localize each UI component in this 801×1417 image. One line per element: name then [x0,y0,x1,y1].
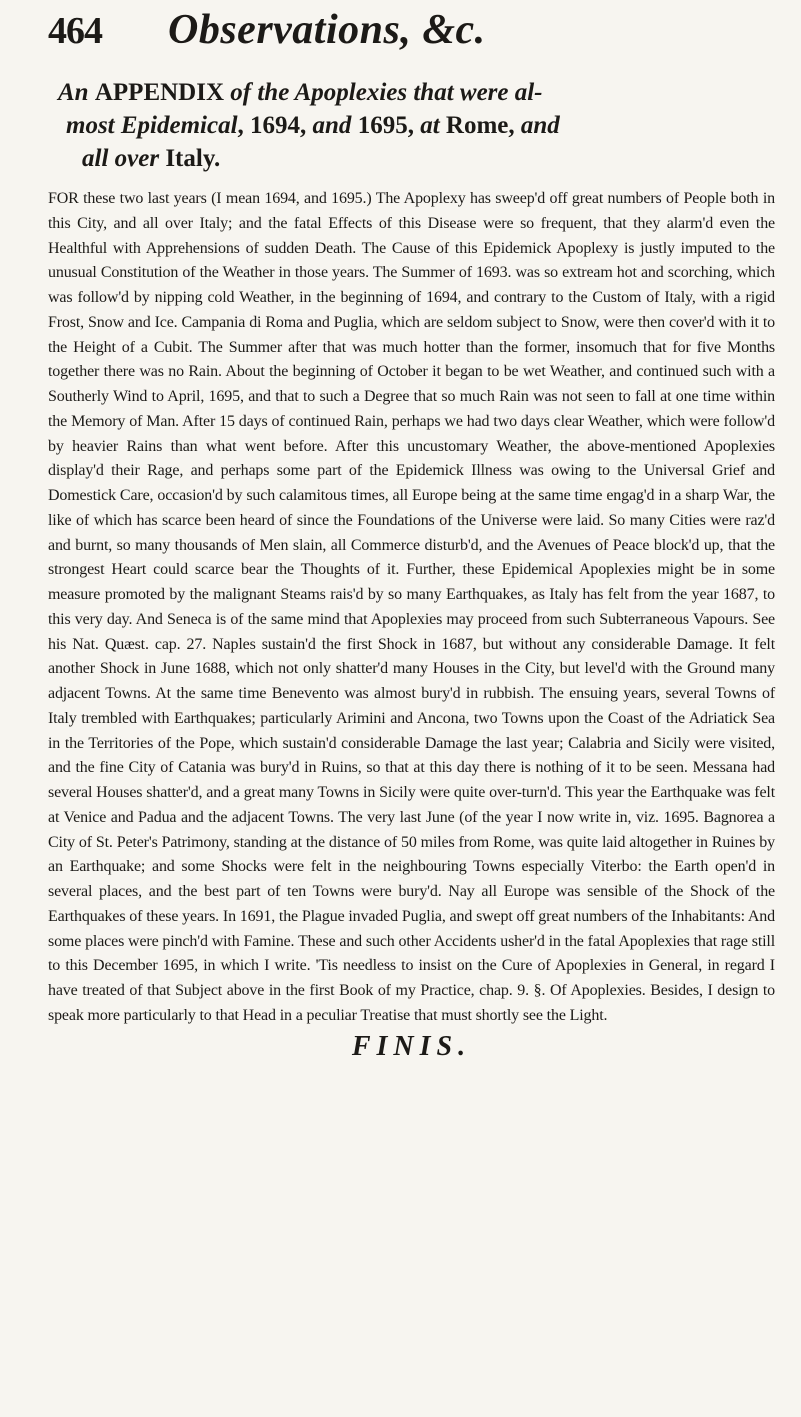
title-fragment: 1695, [351,112,421,139]
title-line-3 [58,142,775,175]
page-number: 464 [48,10,102,52]
body-text [48,187,775,1029]
finis-mark: FINIS. [351,1030,472,1062]
paragraph: FOR these two last years (I mean 1694, and 1695.) The Apoplexy has sweep'd off great numbers of People both in this City, and all over Italy; and the fatal Effects of this Disease were so frequent, that they alarm'd even the Healthful with Apprehensions of sudden Death. The Cause of this Epidemick Apoplexy is justly imputed to the unusual Constitution of the Weather in those years. The Summer of 1693. was so extream hot and scorching, which was follow'd by nipping cold Weather, in the beginning of 1694, and contrary to the Custom of Italy, with a rigid Frost, Snow and Ice. Campania di Roma and Puglia, which are seldom subject to Snow, were then cover'd with it to the Height of a Cubit. The Summer after that was much hotter than the former, insomuch that for five Months together there was no Rain. About the beginning of October it began to be wet Weather, and continued such with a Southerly Wind to April, 1695, and that to such a Degree that so much Rain was not seen to fall at one time within the Memory of Man. After 15 days of continued Rain, perhaps we had two days clear Weather, which were follow'd by heavier Rains than what went before. After this uncustomary Weather, the above-mentioned Apoplexies display'd their Rage, and perhaps some part of the Epidemick Illness was owing to the Universal Grief and Domestick Care, occasion'd by such calamitous times, all Europe being at the same time engag'd in a sharp War, the like of which has scarce been heard of since the Foundations of the Universe were laid. So many Cities were raz'd and burnt, so many thousands of Men slain, all Commerce disturb'd, and the Avenues of Peace block'd up, that the strongest Heart could scarce bear the Thoughts of it. Further, these Epidemical Apoplexies might be in some measure promoted by the malignant Steams rais'd by so many Earthquakes, as Italy has felt from the year 1687, to this very day. And Seneca is of the same mind that Apoplexies may proceed from such Subterraneous Vapours. See his Nat. Quæst. cap. 27. Naples sustain'd the first Shock in 1687, but without any considerable Damage. It felt another Shock in June 1688, which not only shatter'd many Houses in the City, but level'd with the Ground many adjacent Towns. At the same time Benevento was almost bury'd in rubbish. The ensuing years, several Towns of Italy trembled with Earthquakes; particularly Arimini and Ancona, two Towns upon the Coast of the Adriatick Sea in the Territories of the Pope, which sustain'd considerable Damage the last year; Calabria and Sicily were visited, and the fine City of Catania was bury'd in Ruins, so that at this day there is nothing of it to be seen. Messana had several Houses shatter'd, and a great many Towns in Sicily were quite over-turn'd. This year the Earthquake was felt at Venice and Padua and the adjacent Towns. The very last June (of the year I now write in, viz. 1695. Bagnorea a City of St. Peter's Patrimony, standing at the distance of 50 miles from Rome, was quite laid altogether in Ruines by an Earthquake; and some Shocks were felt in the neighbouring Towns especially Viterbo: the Earth open'd in several places, and the best part of ten Towns were bury'd. Nay all Europe was sensible of the Shock of the Earthquakes of these years. In 1691, the Plague invaded Puglia, and swept off great numbers of the Inhabitants: And some places were pinch'd with Famine. These and such other Accidents usher'd in the fatal Apoplexies that rage still to this December 1695, in which I write. 'Tis needless to insist on the Cure of Apoplexies in General, in regard I have treated of that Subject above in the first Book of my Practice, chap. 9. §. Of Apoplexies. Besides, I design to speak more particularly to that Head in a peculiar Treatise that must shortly see the Light. [48,190,775,1024]
title-fragment: An [58,79,95,106]
title-fragment: all over [82,145,160,172]
title-fragment: Italy. [159,145,221,172]
title-fragment: and [312,112,352,139]
title-line-1 [58,76,775,109]
title-line-2 [58,109,775,142]
appendix-title [48,76,775,175]
running-head: Observations, &c. [168,7,486,53]
title-fragment: most Epidemical [66,112,238,139]
title-fragment: of the Apoplexies that were al- [224,79,543,106]
title-fragment: at [420,112,440,139]
title-fragment: and [520,112,560,139]
title-fragment: Rome, [439,112,521,139]
title-fragment: APPENDIX [94,79,225,106]
page-header [48,6,775,68]
title-fragment: , 1694, [237,112,313,139]
